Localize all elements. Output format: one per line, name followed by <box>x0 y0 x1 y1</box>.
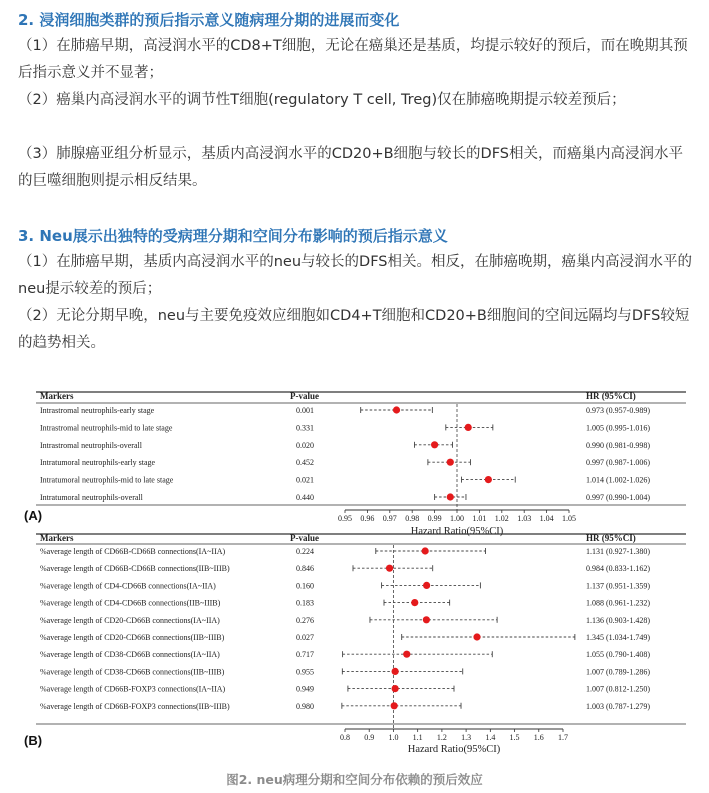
panel-b-hr-point <box>411 599 418 606</box>
panel-b-x-tick-label: 0.9 <box>364 733 375 742</box>
panel-a-row-pvalue: 0.452 <box>296 458 314 468</box>
panel-b-x-tick-label: 1.5 <box>509 733 520 742</box>
panel-a-header-markers: Markers <box>40 391 74 401</box>
panel-b-hr-point <box>403 651 410 658</box>
panel-a-x-tick-label: 1.03 <box>517 514 532 523</box>
panel-b-header-markers: Markers <box>40 533 74 543</box>
panel-b-x-tick-label: 1.6 <box>533 733 544 742</box>
panel-a-header-pvalue: P-value <box>290 391 319 401</box>
panel-b-hr-point <box>423 582 430 589</box>
panel-b-hr-point <box>391 702 398 709</box>
panel-a-hr-point <box>485 476 492 483</box>
panel-a-hr-point <box>465 424 472 431</box>
panel-b-hr-point <box>473 633 480 640</box>
panel-b-hr-point <box>422 547 429 554</box>
panel-b-row-hr-text: 1.007 (0.789-1.286) <box>586 667 650 677</box>
panel-a-row-hr-text: 0.997 (0.990-1.004) <box>586 493 650 502</box>
panel-a-row-hr-text: 0.997 (0.987-1.006) <box>586 458 650 468</box>
panel-b-row-hr-text: 1.345 (1.034-1.749) <box>586 633 650 642</box>
panel-b-row-pvalue: 0.160 <box>296 581 314 591</box>
panel-b-hr-point <box>392 685 399 692</box>
panel-a-x-tick-label: 1.05 <box>562 514 576 523</box>
panel-b-row-pvalue: 0.846 <box>296 564 314 574</box>
panel-b-row-marker-label: %average length of CD66B-FOXP3 connections(IA~IIA) <box>40 684 226 694</box>
figure-caption: 图2. neu病理分期和空间分布依赖的预后效应 <box>226 772 483 787</box>
panel-a-x-tick-label: 1.01 <box>472 514 487 523</box>
section-2-paragraph-2: （2）癌巢内高浸润水平的调节性T细胞(regulatory T cell, Treg)仅在肺癌晚期提示较差预后； <box>18 92 626 108</box>
panel-b-row-marker-label: %average length of CD4-CD66B connections(IA~IIA) <box>40 581 216 591</box>
panel-a-row-pvalue: 0.021 <box>296 475 314 485</box>
panel-b-row-hr-text: 1.131 (0.927-1.380) <box>586 547 650 556</box>
panel-b-x-tick-label: 1.7 <box>558 733 568 742</box>
panel-a-row-hr-text: 1.005 (0.995-1.016) <box>586 423 650 433</box>
panel-a-x-tick-label: 0.97 <box>382 514 397 523</box>
panel-b-row-hr-text: 1.055 (0.790-1.408) <box>586 650 650 660</box>
panel-b-hr-point <box>423 616 430 623</box>
panel-a-x-tick-label: 0.99 <box>427 514 442 523</box>
panel-a-hr-point <box>431 441 438 448</box>
panel-a-x-tick-label: 0.98 <box>405 514 420 523</box>
panel-b-row-pvalue: 0.717 <box>296 650 314 660</box>
section-3-paragraph-1: （1）在肺癌早期，基质内高浸润水平的neu与较长的DFS相关。相反，在肺癌晚期，癌巢内高浸润水平的neu提示较差的预后； <box>18 254 692 297</box>
panel-b-row-pvalue: 0.224 <box>296 547 314 556</box>
panel-b-row-marker-label: %average length of CD38-CD66B connections(IA~IIA) <box>40 650 220 660</box>
forest-plot-svg <box>18 383 690 758</box>
panel-a-row-hr-text: 0.990 (0.981-0.998) <box>586 440 650 450</box>
panel-b-row-hr-text: 1.137 (0.951-1.359) <box>586 581 650 591</box>
panel-a-row-marker-label: Intrastromal neutrophils-overall <box>40 440 142 450</box>
panel-b-row-pvalue: 0.027 <box>296 633 314 642</box>
forest-plot-figure <box>18 383 690 758</box>
panel-b-label: (B) <box>24 733 43 748</box>
panel-b-row-pvalue: 0.949 <box>296 684 314 694</box>
panel-b-row-pvalue: 0.955 <box>296 667 314 677</box>
panel-a-hr-point <box>447 493 454 500</box>
panel-b-row-hr-text: 1.088 (0.961-1.232) <box>586 598 650 608</box>
panel-a-x-tick-label: 1.02 <box>494 514 509 523</box>
section-2-paragraph-1: （1）在肺癌早期，高浸润水平的CD8+T细胞，无论在癌巢还是基质，均提示较好的预后，而在晚期其预后指示意义并不显著； <box>18 38 688 81</box>
panel-a-row-marker-label: Intratumoral neutrophils-mid to late stage <box>40 475 174 485</box>
panel-a-row-marker-label: Intratumoral neutrophils-early stage <box>40 458 156 468</box>
panel-b-row-marker-label: %average length of CD66B-FOXP3 connections(IIB~IIIB) <box>40 701 230 711</box>
panel-b-row-hr-text: 0.984 (0.833-1.162) <box>586 564 650 574</box>
panel-b-row-hr-text: 1.136 (0.903-1.428) <box>586 615 650 625</box>
panel-a-row-hr-text: 0.973 (0.957-0.989) <box>586 406 650 415</box>
panel-b-row-marker-label: %average length of CD20-CD66B connections(IA~IIA) <box>40 615 220 625</box>
panel-b-x-axis-label: Hazard Ratio(95%CI) <box>407 744 501 755</box>
panel-a-row-pvalue: 0.440 <box>296 493 314 502</box>
section-3-title: 3. Neu展示出独特的受病理分期和空间分布影响的预后指示意义 <box>18 227 448 245</box>
panel-a-row-pvalue: 0.331 <box>296 423 314 433</box>
panel-b-x-tick-label: 1.3 <box>461 733 472 742</box>
panel-a-row-marker-label: Intrastromal neutrophils-early stage <box>40 406 155 415</box>
panel-b-header-hr: HR (95%CI) <box>586 533 636 543</box>
panel-b-hr-point <box>386 565 393 572</box>
panel-a-hr-point <box>393 406 400 413</box>
section-2-paragraph-3: （3）肺腺癌亚组分析显示，基质内高浸润水平的CD20+B细胞与较长的DFS相关，而癌巢内高浸润水平的巨噬细胞则提示相反结果。 <box>18 146 684 189</box>
panel-b-row-marker-label: %average length of CD20-CD66B connections(IIB~IIIB) <box>40 633 225 642</box>
panel-b-header-pvalue: P-value <box>290 533 319 543</box>
panel-a-row-marker-label: Intrastromal neutrophils-mid to late stage <box>40 423 173 433</box>
panel-a-x-tick-label: 0.95 <box>338 514 352 523</box>
panel-a-header-hr: HR (95%CI) <box>586 391 636 401</box>
panel-a-row-hr-text: 1.014 (1.002-1.026) <box>586 475 650 485</box>
section-2-title: 2. 浸润细胞类群的预后指示意义随病理分期的进展而变化 <box>18 11 400 29</box>
panel-b-row-marker-label: %average length of CD66B-CD66B connections(IIB~IIIB) <box>40 564 230 574</box>
panel-b-x-tick-label: 0.8 <box>340 733 350 742</box>
panel-b-row-pvalue: 0.980 <box>296 701 314 711</box>
panel-b-x-tick-label: 1.1 <box>412 733 423 742</box>
panel-b-row-pvalue: 0.183 <box>296 598 314 608</box>
panel-a-x-tick-label: 1.04 <box>539 514 554 523</box>
panel-a-x-tick-label: 0.96 <box>360 514 375 523</box>
panel-a-hr-point <box>447 459 454 466</box>
panel-b-row-hr-text: 1.007 (0.812-1.250) <box>586 684 650 694</box>
panel-b-x-tick-label: 1.0 <box>388 733 399 742</box>
panel-b-row-hr-text: 1.003 (0.787-1.279) <box>586 701 650 711</box>
panel-a-label: (A) <box>24 508 43 523</box>
panel-a-x-axis-label: Hazard Ratio(95%CI) <box>410 526 504 537</box>
panel-b-x-tick-label: 1.4 <box>485 733 496 742</box>
panel-b-hr-point <box>392 668 399 675</box>
section-3-paragraph-2: （2）无论分期早晚，neu与主要免疫效应细胞如CD4+T细胞和CD20+B细胞间的空间远隔均与DFS较短的趋势相关。 <box>18 308 690 351</box>
panel-b-row-pvalue: 0.276 <box>296 615 314 625</box>
panel-b-row-marker-label: %average length of CD38-CD66B connections(IIB~IIIB) <box>40 667 225 677</box>
panel-a-row-pvalue: 0.001 <box>296 406 314 415</box>
panel-b-row-marker-label: %average length of CD66B-CD66B connections(IA~IIA) <box>40 547 226 556</box>
panel-a-row-pvalue: 0.020 <box>296 440 314 450</box>
panel-a-row-marker-label: Intratumoral neutrophils-overall <box>40 493 143 502</box>
panel-b-row-marker-label: %average length of CD4-CD66B connections(IIB~IIIB) <box>40 598 221 608</box>
panel-a-x-tick-label: 1.00 <box>450 514 464 523</box>
panel-b-x-tick-label: 1.2 <box>436 733 447 742</box>
